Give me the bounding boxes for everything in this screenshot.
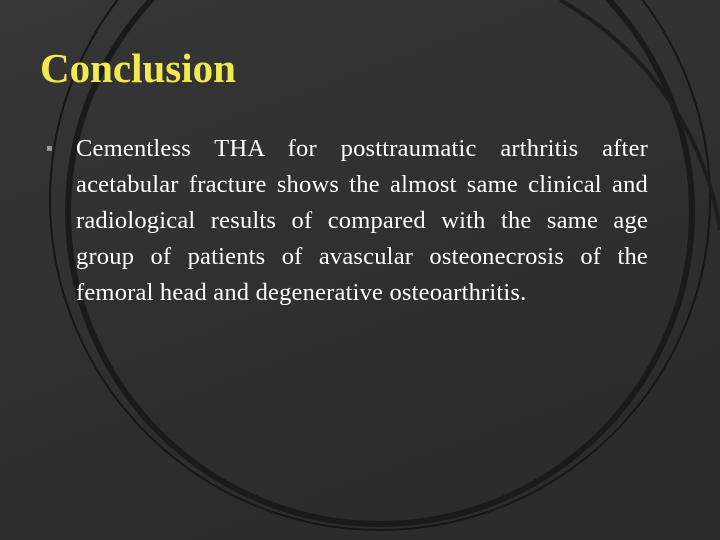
bullet-text: Cementless THA for posttraumatic arthritis after acetabular fracture shows the almost same clinical and radiological results of compared with the same age group of patients of avascular osteonecrosis of the femoral head and degenerative osteoarthritis.: [76, 135, 648, 306]
bullet-list: [46, 131, 648, 311]
slide-title: Conclusion: [40, 45, 236, 91]
bullet-marker-icon: ▪: [46, 143, 53, 154]
bullet-item: [46, 131, 648, 311]
